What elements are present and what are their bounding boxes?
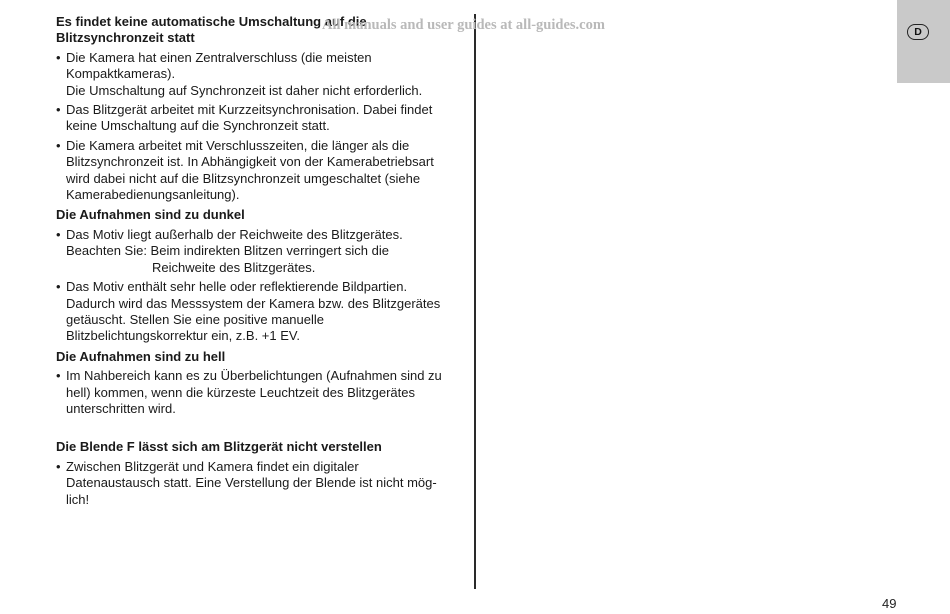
section-heading — [56, 207, 460, 223]
text-line: • Das Blitzgerät arbeitet mit Kurzzeitsynchronisation. Dabei findet — [66, 102, 433, 118]
text-line: lich! — [66, 491, 90, 507]
page-content — [56, 14, 460, 512]
text-line: Die Umschaltung auf Synchronzeit ist daher nicht erforderlich. — [66, 82, 423, 98]
list-item — [56, 279, 460, 345]
heading-line: Die Aufnahmen sind zu dunkel — [56, 207, 245, 223]
text-line: • Im Nahbereich kann es zu Überbelichtungen (Aufnahmen sind zu — [66, 368, 442, 384]
text-line: • Die Kamera hat einen Zentralverschluss (die meisten — [66, 49, 372, 65]
language-tab — [897, 0, 950, 83]
list-item — [56, 227, 460, 276]
heading-line: Die Blende F lässt sich am Blitzgerät nicht verstellen — [56, 439, 382, 455]
text-line: Datenaustausch statt. Eine Verstellung der Blende ist nicht mög- — [66, 475, 437, 491]
watermark: All manuals and user guides at all-guides.com — [322, 17, 605, 33]
text-line: wird dabei nicht auf die Blitzsynchronzeit umgeschaltet (siehe — [66, 170, 421, 186]
text-line: Reichweite des Blitzgerätes. — [152, 259, 316, 275]
page-number: 49 — [882, 596, 897, 611]
section-too-dark — [56, 207, 460, 344]
text-line: Kamerabedienungsanleitung). — [66, 187, 240, 203]
list-item — [56, 368, 460, 417]
text-line: • Zwischen Blitzgerät und Kamera findet ein digitaler — [66, 458, 359, 474]
text-line: getäuscht. Stellen Sie eine positive manuelle — [66, 311, 324, 327]
section-too-bright — [56, 349, 460, 418]
section-no-sync-switch — [56, 14, 460, 203]
text-line: • Das Motiv liegt außerhalb der Reichweite des Blitzgerätes. — [66, 226, 403, 242]
heading-line: Es findet keine automatische Umschaltung auf die — [56, 14, 367, 29]
language-badge: D — [907, 24, 929, 40]
text-line: hell) kommen, wenn die kürzeste Leuchtzeit des Blitzgerätes — [66, 384, 416, 400]
section-aperture — [56, 439, 460, 508]
text-line: unterschritten wird. — [66, 400, 176, 416]
text-line: keine Umschaltung auf die Synchronzeit statt. — [66, 118, 330, 134]
section-heading — [56, 14, 460, 47]
column-divider — [474, 14, 476, 589]
text-line: • Das Motiv enthält sehr helle oder reflektierende Bildpartien. — [66, 279, 408, 295]
section-heading — [56, 439, 460, 455]
list-item — [56, 138, 460, 204]
heading-line: Die Aufnahmen sind zu hell — [56, 348, 226, 364]
text-line: Dadurch wird das Messsystem der Kamera bzw. des Blitzgerätes — [66, 295, 441, 311]
section-heading — [56, 349, 460, 365]
text-line: • Die Kamera arbeitet mit Verschlusszeiten, die länger als die — [66, 137, 410, 153]
text-line: Blitzbelichtungskorrektur ein, z.B. +1 EV. — [66, 328, 300, 344]
text-line: Kompaktkameras). — [66, 66, 176, 82]
list-item — [56, 459, 460, 508]
text-line: Beachten Sie: Beim indirekten Blitzen verringert sich die — [66, 243, 389, 259]
heading-line: Blitzsynchronzeit statt — [56, 30, 195, 46]
list-item — [56, 50, 460, 99]
list-item — [56, 102, 460, 135]
text-line: Blitzsynchronzeit ist. In Abhängigkeit von der Kamerabetriebsart — [66, 154, 434, 170]
